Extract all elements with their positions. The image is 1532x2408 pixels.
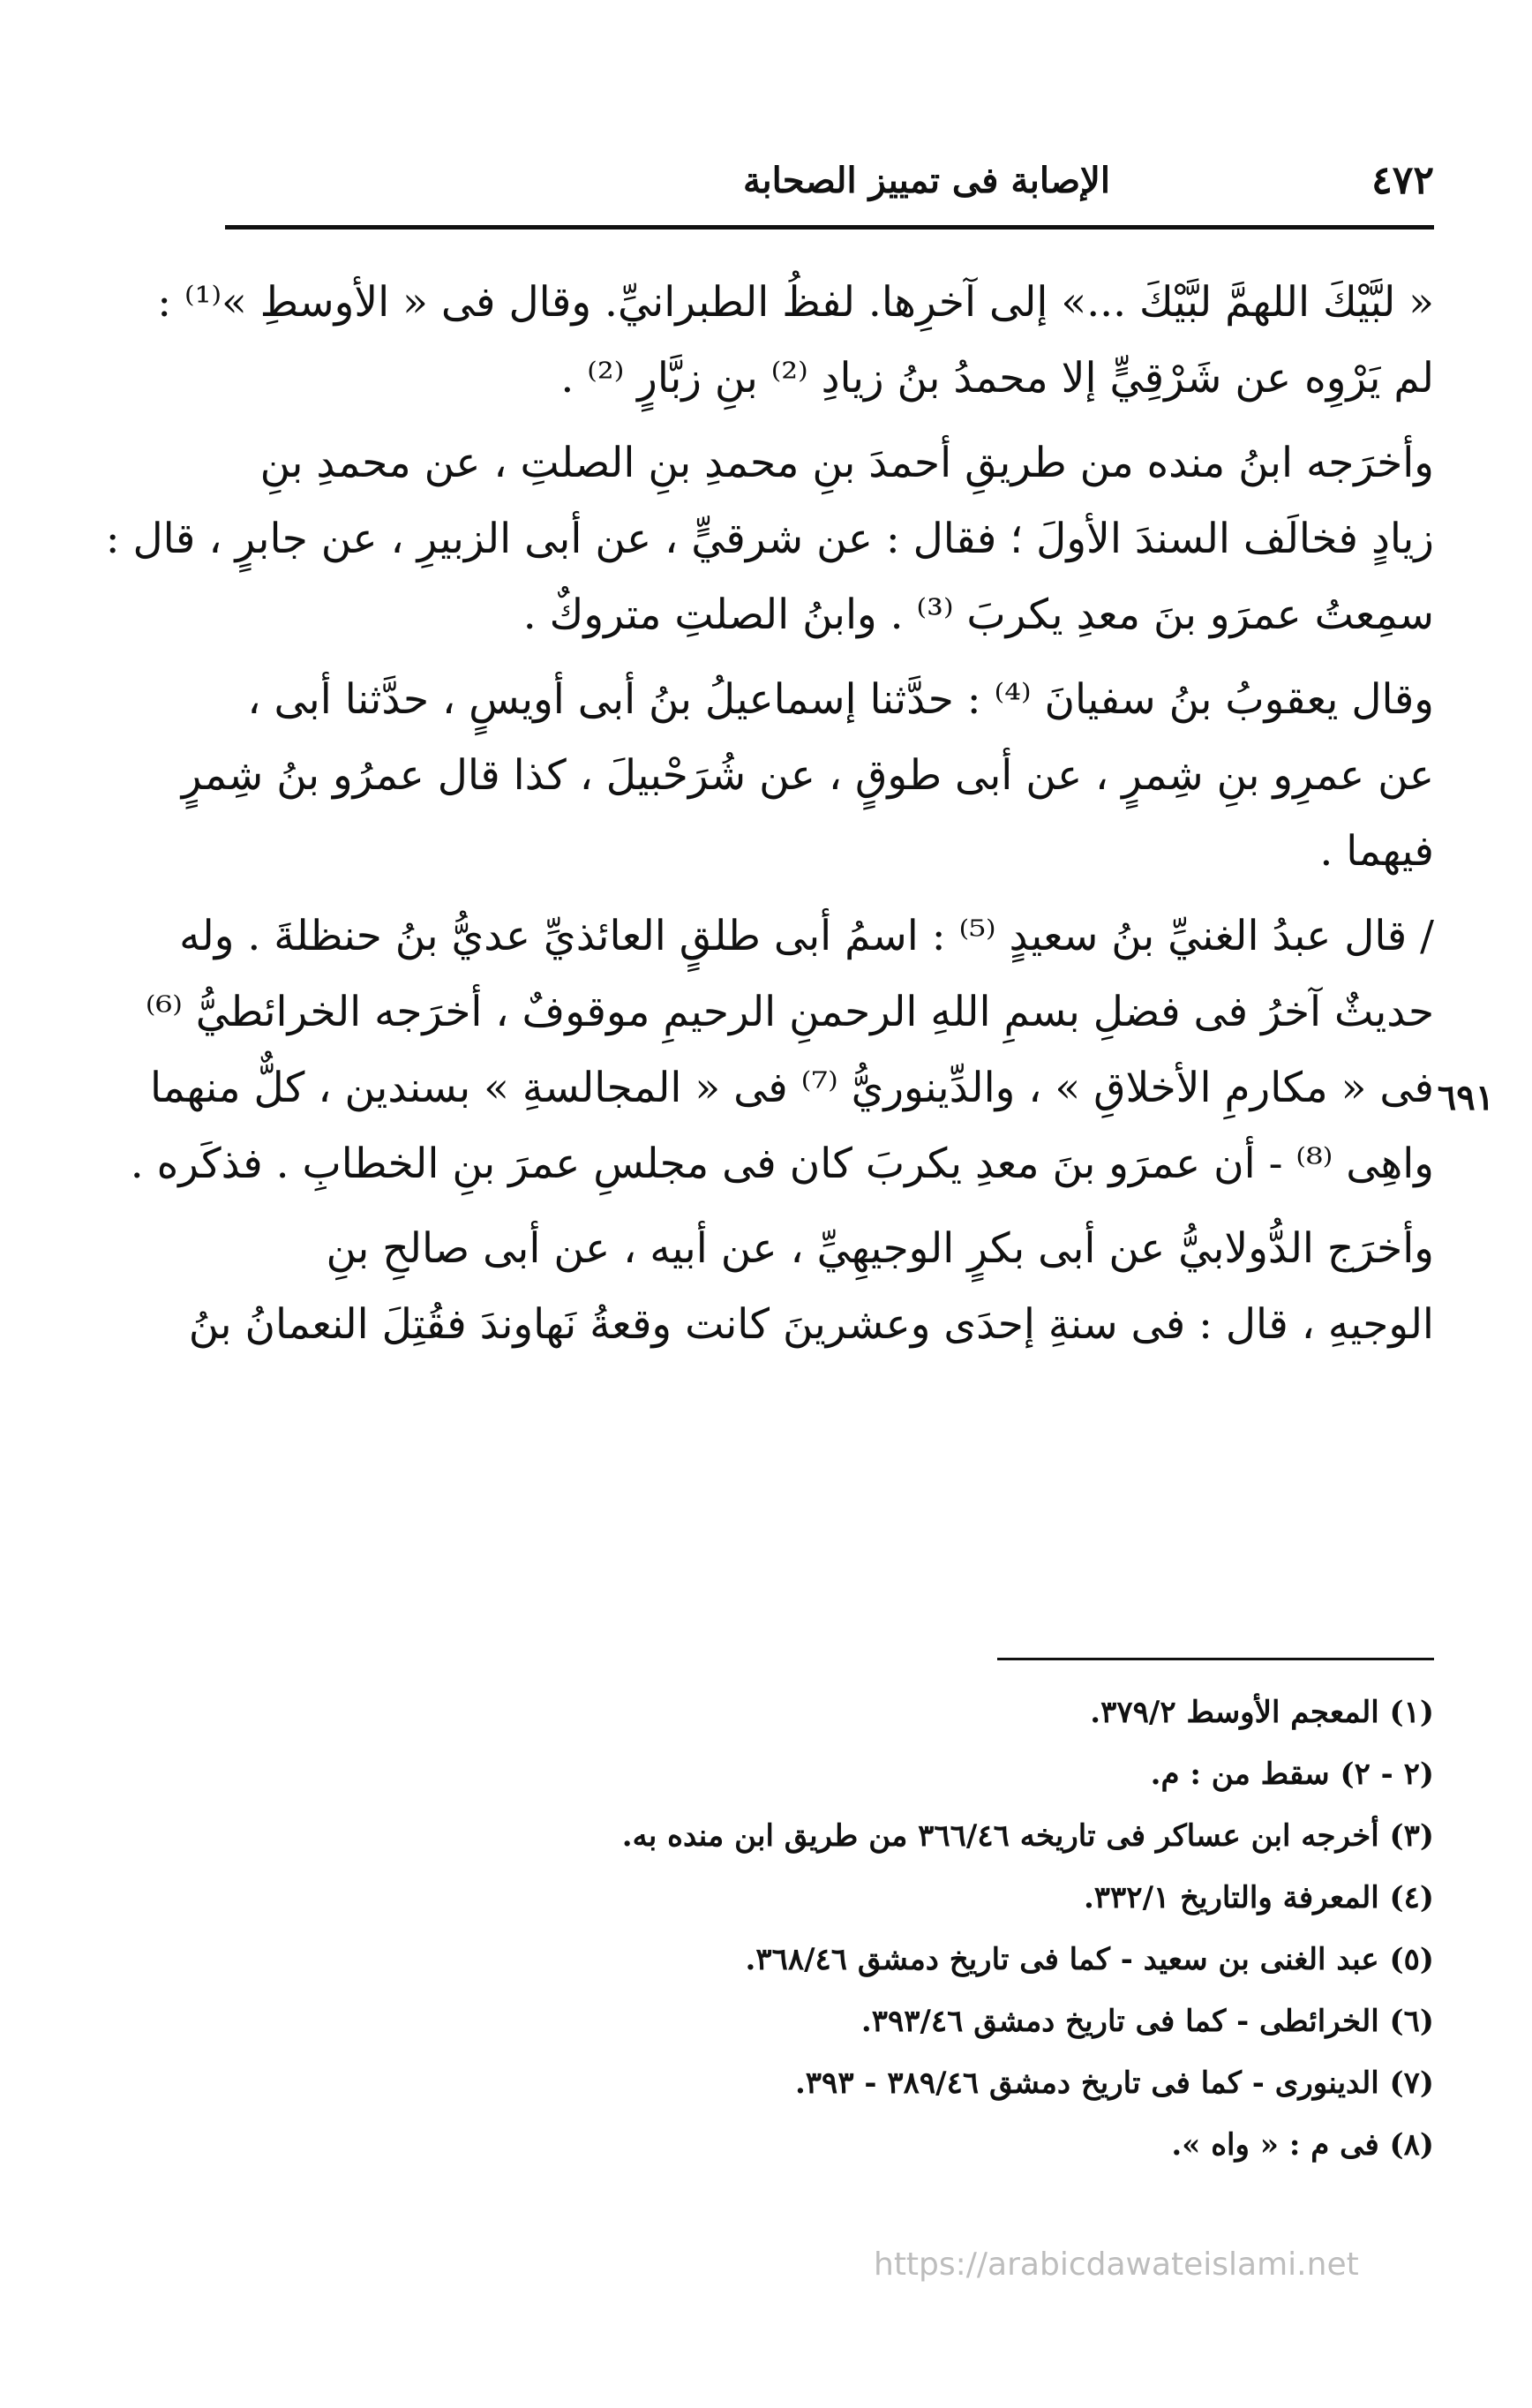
footnote: (٤) المعرفة والتاريخ ٣٣٢/١. xyxy=(1083,1880,1434,1915)
running-title: الإصابة فى تمييز الصحابة xyxy=(743,160,1110,201)
footnote: (٥) عبد الغنى بن سعيد - كما فى تاريخ دمشق ٣٦٨/٤٦. xyxy=(745,1942,1434,1977)
page-header xyxy=(225,150,1434,212)
text-line: حديثٌ آخرُ فى فضلِ بسمِ اللهِ الرحمنِ الرحيمِ موقوفٌ ، أخرَجه الخرائطيُّ ⁽⁶⁾ xyxy=(145,988,1434,1036)
footnote: (٦) الخرائطى - كما فى تاريخ دمشق ٣٩٣/٤٦. xyxy=(860,2004,1434,2039)
text-line: لم يَرْوِه عن شَرْقِيٍّ إلا محمدُ بنُ زيادِ ⁽²⁾ بنِ زبَّارٍ ⁽²⁾ . xyxy=(560,354,1434,403)
margin-page-reference: ٦٩١ xyxy=(1437,1077,1495,1118)
footnote: (٢ - ٢) سقط من : م. xyxy=(1150,1757,1434,1792)
text-line: الوجيهِ ، قال : فى سنةِ إحدَى وعشرينَ كانت وقعةُ نَهاوندَ فقُتِلَ النعمانُ بنُ xyxy=(188,1300,1434,1349)
paragraph xyxy=(157,265,1434,417)
footnote-separator xyxy=(997,1658,1434,1660)
text-line: وقال يعقوبُ بنُ سفيانَ ⁽⁴⁾ : حدَّثنا إسماعيلُ بنُ أبى أويسٍ ، حدَّثنا أبى ، xyxy=(247,675,1434,724)
header-rule xyxy=(225,225,1434,230)
page-number: ٤٧٢ xyxy=(1371,158,1434,203)
text-line: فى « مكارمِ الأخلاقِ » ، والدِّينوريُّ ⁽⁷⁾ فى « المجالسةِ » بسندين ، كلٌّ منهما xyxy=(150,1064,1434,1112)
text-line: « لبَّيْكَ اللهمَّ لبَّيْكَ ...» إلى آخرِها. لفظُ الطبرانيِّ. وقال فى « الأوسطِ »⁽¹⁾ : xyxy=(157,278,1434,327)
text-line: / قال عبدُ الغنيِّ بنُ سعيدٍ ⁽⁵⁾ : اسمُ أبى طلقٍ العائذيِّ عديُّ بنُ حنظلةَ . وله xyxy=(179,912,1434,960)
footnote: (٣) أخرجه ابن عساكر فى تاريخه ٣٦٦/٤٦ من طريق ابن منده به. xyxy=(621,1818,1434,1854)
paragraph xyxy=(105,425,1434,653)
text-line: فيهما . xyxy=(1319,827,1434,876)
footnote: (٨) فى م : « واه ». xyxy=(1171,2127,1434,2163)
footnote: (٧) الدينورى - كما فى تاريخ دمشق ٣٨٩/٤٦ - ٣٩٣. xyxy=(794,2066,1434,2101)
text-line: سمِعتُ عمرَو بنَ معدِ يكربَ ⁽³⁾ . وابنُ الصلتِ متروكٌ . xyxy=(522,591,1434,639)
text-line: واهِى ⁽⁸⁾ - أن عمرَو بنَ معدِ يكربَ كان فى مجلسِ عمرَ بنِ الخطابِ . فذكَره . xyxy=(130,1140,1434,1188)
watermark-url: https://arabicdawateislami.net xyxy=(874,2246,1359,2283)
footnote: (١) المعجم الأوسط ٣٧٩/٢. xyxy=(1090,1695,1434,1730)
paragraph xyxy=(130,899,1434,1202)
text-line: وأخرَج الدُّولابيُّ عن أبى بكرٍ الوجيهِيِّ ، عن أبيه ، عن أبى صالحِ بنِ xyxy=(326,1224,1434,1273)
footnotes xyxy=(225,1682,1434,2176)
main-text xyxy=(105,265,1434,1372)
paragraph xyxy=(188,1211,1434,1363)
text-line: وأخرَجه ابنُ منده من طريقِ أحمدَ بنِ محمدِ بنِ الصلتِ ، عن محمدِ بنِ xyxy=(259,439,1434,487)
text-line: زيادٍ فخالَف السندَ الأولَ ؛ فقال : عن شرقيٍّ ، عن أبى الزبيرِ ، عن جابرٍ ، قال : xyxy=(105,515,1434,563)
text-line: عن عمرِو بنِ شِمرٍ ، عن أبى طوقٍ ، عن شُرَحْبيلَ ، كذا قال عمرُو بنُ شِمرٍ xyxy=(181,751,1434,800)
paragraph xyxy=(181,662,1434,890)
